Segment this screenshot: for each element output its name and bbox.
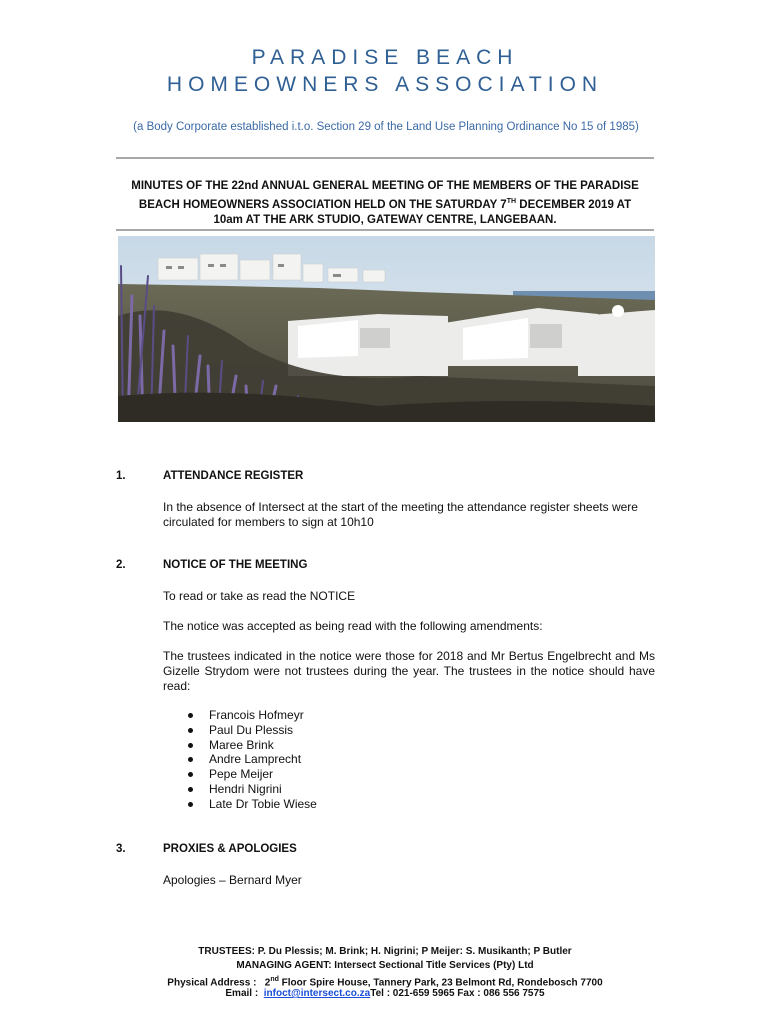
section-2-title: NOTICE OF THE MEETING — [163, 559, 308, 571]
section-1-title: ATTENDANCE REGISTER — [163, 470, 304, 482]
section-3-paragraph: Apologies – Bernard Myer — [163, 873, 302, 887]
section-1-number: 1. — [116, 470, 126, 482]
footer-address-rest: Floor Spire House, Tannery Park, 23 Belmont Rd, Rondebosch 7700 — [278, 977, 603, 989]
minutes-heading-line-2b: DECEMBER 2019 AT — [516, 198, 632, 211]
trustees-list — [163, 708, 317, 812]
minutes-heading-line-3: 10am AT THE ARK STUDIO, GATEWAY CENTRE, LANGEBAAN. — [213, 213, 557, 226]
minutes-heading-line-2 — [116, 194, 654, 213]
section-2-number: 2. — [116, 559, 126, 571]
list-item: Andre Lamprecht — [163, 752, 317, 767]
list-item: Late Dr Tobie Wiese — [163, 797, 317, 812]
list-item: Maree Brink — [163, 738, 317, 753]
footer-email-label: Email : — [225, 988, 259, 999]
footer-contact — [0, 987, 770, 1001]
list-item: Paul Du Plessis — [163, 723, 317, 738]
footer-address-label: Physical Address : — [167, 977, 257, 989]
section-2-paragraph-1: To read or take as read the NOTICE — [163, 589, 356, 603]
association-title-line-1: PARADISE BEACH — [251, 46, 519, 69]
list-item: Pepe Meijer — [163, 767, 317, 782]
section-2-paragraph-2: The notice was accepted as being read with the following amendments: — [163, 619, 543, 633]
minutes-heading-line-1: MINUTES OF THE 22nd ANNUAL GENERAL MEETING OF THE MEMBERS OF THE PARADISE — [131, 180, 639, 192]
footer-trustees: TRUSTEES: P. Du Plessis; M. Brink; H. Nigrini; P Meijer: S. Musikanth; P Butler — [198, 946, 572, 957]
section-2-paragraph-3: The trustees indicated in the notice were those for 2018 and Mr Bertus Engelbrecht and Ms Gizelle Strydom were not trustees during the year. The trustees in the notice should have read: — [163, 649, 655, 693]
section-3-number: 3. — [116, 843, 126, 855]
list-item: Hendri Nigrini — [163, 782, 317, 797]
list-item: Francois Hofmeyr — [163, 708, 317, 723]
heading-divider — [116, 229, 654, 231]
association-title-line-2: HOMEOWNERS ASSOCIATION — [166, 73, 604, 96]
footer-tel-fax: Tel : 021-659 5965 Fax : 086 556 7575 — [370, 988, 545, 999]
minutes-heading — [116, 179, 654, 228]
footer-managing-agent: MANAGING AGENT: Intersect Sectional Title Services (Pty) Ltd — [236, 960, 534, 971]
association-subtitle: (a Body Corporate established i.t.o. Section 29 of the Land Use Planning Ordinance No 15 of 1985) — [133, 121, 639, 133]
email-link[interactable]: infoct@intersect.co.za — [263, 988, 371, 999]
section-1-paragraph: In the absence of Intersect at the start of the meeting the attendance register sheets were circulated for members to sign at 10h10 — [163, 500, 638, 529]
top-divider — [116, 157, 654, 159]
footer-address-sup: nd — [270, 976, 279, 983]
estate-photo — [118, 236, 655, 422]
footer-address-prefix: 2 — [264, 977, 271, 989]
section-3-title: PROXIES & APOLOGIES — [163, 843, 297, 855]
minutes-heading-sup: TH — [506, 198, 517, 205]
minutes-heading-line-2a: BEACH HOMEOWNERS ASSOCIATION HELD ON THE SATURDAY 7 — [138, 198, 507, 211]
